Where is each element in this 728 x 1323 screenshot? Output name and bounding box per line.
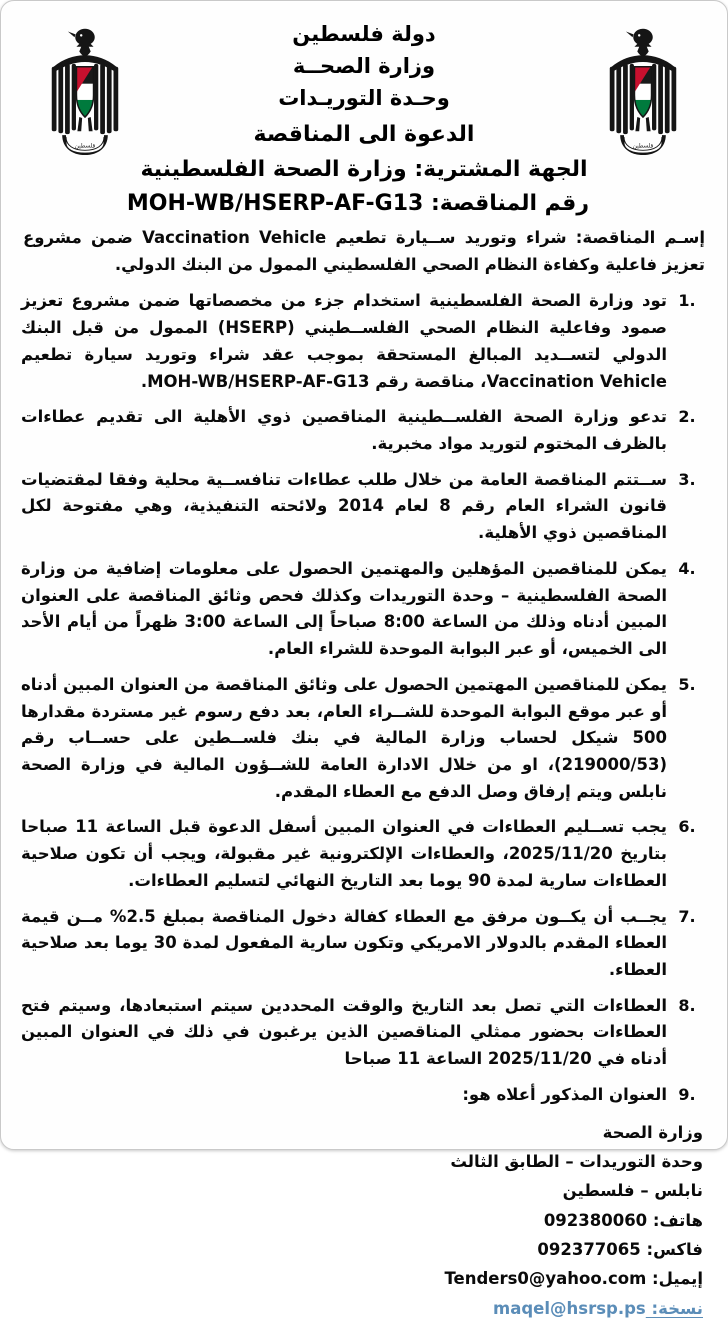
clause-text: ســتتم المناقصة العامة من خلال طلب عطاءات تنافســية محلية وفقا لمقتضيات قانون الشراء العام رقم 8 لعام 2014 ولائحته التنفيذية، وهي مفتوحة لكل المناقصين ذوي الأهلية.	[21, 469, 667, 543]
address-ministry: وزارة الصحة	[602, 1122, 703, 1142]
clause-text: يجــب أن يكــون مرفق مع العطاء كفالة دخول المناقصة بمبلغ 2.5% مــن قيمة العطاء المقدم بالدولار الامريكي وتكون سارية المفعول لمدة 30 يوما بعد صلاحية العطاء.	[21, 906, 667, 979]
clause-item	[21, 814, 707, 894]
fax-line	[23, 1235, 703, 1264]
clause-item	[21, 1082, 707, 1109]
clause-number: 6.	[678, 817, 696, 837]
copy-label: نسخة:	[651, 1298, 703, 1318]
clause-number: 3.	[678, 469, 696, 489]
unit-name: وحـدة التوريـدات	[278, 85, 450, 110]
coat-of-arms-emblem-left	[37, 23, 133, 175]
coat-of-arms-emblem-right	[595, 23, 691, 175]
svg-text:فلسطين: فلسطين	[632, 143, 654, 150]
phone-line	[23, 1206, 703, 1235]
clause-item	[21, 556, 707, 663]
phone-value: 092380060	[543, 1210, 648, 1230]
email-line	[23, 1264, 703, 1293]
email-value[interactable]: Tenders0@yahoo.com	[444, 1269, 647, 1289]
clause-number: 7.	[678, 906, 696, 926]
clause-item	[21, 404, 707, 457]
email-label: إيميل:	[652, 1269, 703, 1289]
fax-label: فاكس:	[646, 1240, 703, 1259]
clause-text: العنوان المذكور أعلاه هو:	[462, 1084, 667, 1104]
clause-item	[21, 288, 707, 395]
clause-number: 4.	[678, 558, 696, 578]
clause-text: تود وزارة الصحة الفلسطينية استخدام جزء من مخصصاتها ضمن مشروع تعزيز صمود وفاعلية النظام الصحي الفلســطيني (HSERP) الممول من قبل البنك الدولي لتســديد المبالغ المستحقة بموجب عقد شراء وتوريد سيارة تطعيم Vaccination Vehicle، مناقصة رقم MOH-WB/HSERP-AF-G13.	[21, 291, 667, 391]
copy-email-value[interactable]: maqel@hsrsp.ps	[493, 1298, 646, 1318]
clause-list	[21, 288, 707, 1108]
copy-email-line[interactable]	[23, 1294, 703, 1323]
clause-item	[21, 993, 707, 1073]
clause-item	[21, 904, 707, 984]
header-title-block	[126, 21, 589, 218]
clause-text: يمكن للمناقصين المهتمين الحصول على وثائق المناقصة من العنوان المبين أدناه أو عبر موقع البوابة الموحدة للشــراء العام، بعد دفع رسوم غير مستردة مقدارها 500 شيكل لحساب وزارة المالية في بنك فلســطين على حســاب رقم (219000/53)، او من خلال الادارة العامة للشــؤون المالية في وزارة الصحة نابلس ويتم إرفاق وصل الدفع مع العطاء المقدم.	[21, 674, 667, 801]
clause-number: 5.	[678, 674, 696, 694]
clause-text: يجب تســليم العطاءات في العنوان المبين أسفل الدعوة قبل الساعة 11 صباحا بتاريخ 2025/11/20، والعطاءات الإلكترونية غير مقبولة، ويجب أن تكون صلاحية العطاءات سارية لمدة 90 يوما بعد التاريخ النهائي لتسليم العطاءات.	[21, 817, 667, 890]
document-header	[19, 15, 709, 223]
phone-label: هاتف:	[652, 1210, 703, 1230]
tender-name-paragraph: إسـم المناقصة: شراء وتوريد ســيارة تطعيم Vaccination Vehicle ضمن مشروع تعزيز فاعلية وكفاءة النظام الصحي الفلسطيني الممول من البنك الدولي.	[23, 228, 706, 274]
clause-item	[21, 672, 707, 806]
svg-text:فلسطين: فلسطين	[74, 143, 96, 150]
purchasing-entity: الجهة المشترية: وزارة الصحة الفلسطينية	[140, 156, 588, 182]
clause-item	[21, 467, 707, 547]
document-title: الدعوة الى المناقصة	[253, 121, 475, 147]
contact-address-block	[23, 1118, 703, 1323]
clause-number: 8.	[678, 995, 696, 1015]
clause-number: 1.	[678, 291, 696, 311]
clause-number: 9.	[678, 1084, 696, 1104]
address-city: نابلس – فلسطين	[562, 1181, 703, 1201]
clause-text: يمكن للمناقصين المؤهلين والمهتمين الحصول على معلومات إضافية من وزارة الصحة الفلسطينية – وحدة التوريدات وكذلك فحص وثائق المناقصة على العنوان المبين أدناه وذلك من الساعة 8:00 صباحاً إلى الساعة 3:00 ظهراً من أيام الأحد الى الخميس، أو عبر البوابة الموحدة للشراء العام.	[21, 558, 668, 659]
address-unit: وحدة التوريدات – الطابق الثالث	[450, 1151, 703, 1171]
fax-value: 092377065	[537, 1240, 641, 1259]
tender-number: رقم المناقصة: MOH-WB/HSERP-AF-G13	[126, 190, 589, 216]
ministry-name: وزارة الصحــة	[292, 53, 436, 78]
state-name: دولة فلسطين	[292, 22, 436, 46]
clause-text: تدعو وزارة الصحة الفلســطينية المناقصين ذوي الأهلية الى تقديم عطاءات بالظرف المختوم لتوريد مواد مخبرية.	[21, 407, 667, 454]
clause-number: 2.	[678, 407, 696, 427]
clause-text: العطاءات التي تصل بعد التاريخ والوقت المحددين سيتم استبعادها، وسيتم فتح العطاءات بحضور ممثلي المناقصين الذين يرغبون في ذلك في العنوان المبين أدناه في 2025/11/20 الساعة 11 صباحا	[21, 995, 667, 1069]
